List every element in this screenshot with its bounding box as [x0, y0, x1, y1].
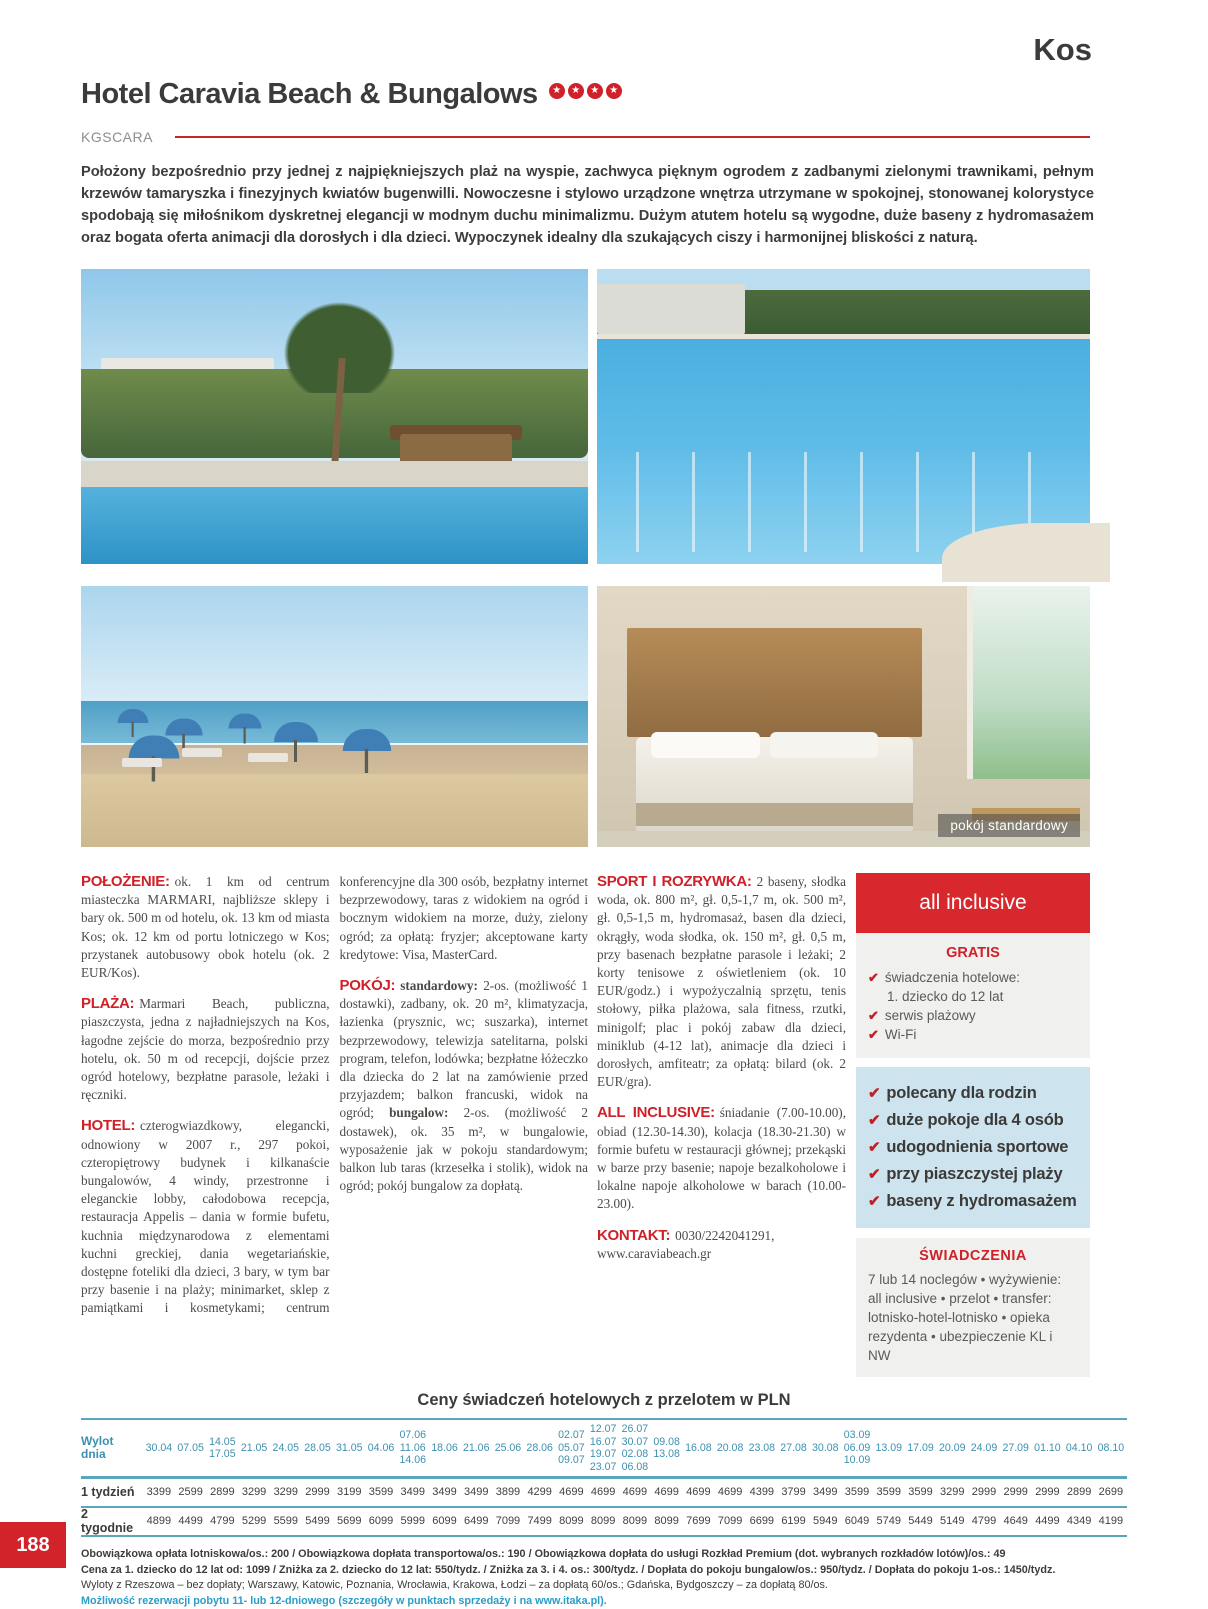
price-cell: 4399	[746, 1486, 778, 1498]
price-cell: 4699	[682, 1486, 714, 1498]
section-all-inclusive	[597, 1104, 846, 1213]
price-cell: 4499	[175, 1515, 207, 1527]
departure-date-cell: 18.06	[429, 1442, 461, 1455]
hotel-header	[81, 78, 1127, 111]
price-cell: 4349	[1063, 1515, 1095, 1527]
departure-date-cell: 09.08 13.08	[651, 1436, 683, 1461]
price-cell: 6199	[778, 1515, 810, 1527]
price-cell: 8099	[556, 1515, 588, 1527]
swiadczenia-text: 7 lub 14 noclegów • wyżywienie: all inclusive • przelot • transfer: lotnisko-hotel-lotnisko • opieka rezydenta • ubezpieczenie KL i NW	[868, 1270, 1078, 1365]
price-cell: 4699	[556, 1486, 588, 1498]
price-cell: 3299	[238, 1486, 270, 1498]
gratis-item	[868, 1006, 1078, 1025]
table-price-row-0	[81, 1479, 1127, 1506]
departure-date-cell: 13.09	[873, 1442, 905, 1455]
price-cell: 4699	[587, 1486, 619, 1498]
section-heading: HOTEL:	[81, 1117, 135, 1134]
departure-date-cell: 27.09	[1000, 1442, 1032, 1455]
checkmark-icon: ✔	[868, 1025, 879, 1044]
price-cell: 3499	[809, 1486, 841, 1498]
section-text: czterogwiazdkowy, elegancki, odnowiony w 2007 r., 297 pokoi, czteropiętrowy budynek i kilkanaście bungalowów, 4 windy, przestronne i eleganckie lobby, całodobowa recepcja, restauracja Appelis – dania w formie bufetu, kuchnia międzynarodowa z elementami kuchni greckiej, dania wegetariańskie, dostępne foteliki dla dzieci, 3 bary, w tym bar przy basenie i na plaży; minimarket, sklep z pamiątkami i kosmetykami; centrum konferencyjne dla 300 osób, bezpłatny internet bezprzewodowy, taras z widokiem na ogród i bocznym widokiem na morze, duży, zielony ogród; za opłatą: fryzjer; akceptowane karty kredytowe: Visa, MasterCard.	[81, 874, 588, 1315]
section-sport	[597, 873, 846, 1091]
feature-label: polecany dla rodzin	[886, 1080, 1036, 1107]
footer-discounts-line: Cena za 1. dziecko do 12 lat od: 1099 / Zniżka za 2. dziecko do 12 lat: 550/tydz. / Zniżka za 3. i 4. os.: 300/tydz. / Dopłata do pokoju bungalow/os.: 950/tydz. / Dopłata do pokoju 1-os.: 1450/tydz.	[81, 1563, 1156, 1579]
price-cell: 2999	[302, 1486, 334, 1498]
feature-label: baseny z hydromasażem	[886, 1188, 1076, 1215]
sand-shape	[81, 774, 588, 847]
price-cell: 3899	[492, 1486, 524, 1498]
photo-pool-garden	[81, 269, 588, 564]
price-cell: 4799	[968, 1515, 1000, 1527]
price-cell: 5749	[873, 1515, 905, 1527]
price-cell: 2599	[175, 1486, 207, 1498]
features-box	[856, 1067, 1090, 1228]
departure-date-cell: 28.06	[524, 1442, 556, 1455]
offer-sidebar	[856, 873, 1090, 1377]
checkmark-icon: ✔	[868, 1080, 880, 1107]
gratis-title: GRATIS	[868, 945, 1078, 961]
price-cell: 7099	[714, 1515, 746, 1527]
departure-date-cell: 27.08	[778, 1442, 810, 1455]
departure-date-cell: 30.04	[143, 1442, 175, 1455]
footer-fees-line: Obowiązkowa opłata lotniskowa/os.: 200 / Obowiązkowa dopłata transportowa/os.: 190 / Obowiązkowa dopłata do usługi Rozkład Premium (dot. wybranych rozkładów lotów)/os.: 49	[81, 1547, 1156, 1563]
section-pokoj	[340, 977, 589, 1195]
photo-grid	[81, 269, 1090, 847]
price-cell: 3399	[143, 1486, 175, 1498]
departure-date-cell: 03.09 06.09 10.09	[841, 1429, 873, 1467]
section-kontakt	[597, 1227, 846, 1263]
price-cell: 2999	[1000, 1486, 1032, 1498]
gratis-item-label: świadczenia hotelowe:	[885, 968, 1020, 987]
footer-booking-line: Możliwość rezerwacji pobytu 11- lub 12-dniowego (szczegóły w punktach sprzedaży i na www.itaka.pl).	[81, 1594, 1156, 1609]
section-text: 2 baseny, słodka woda, ok. 800 m², gł. 0,5-1,7 m, ok. 500 m², gł. 0,5-1,5 m, hydromasaż, basen dla dzieci, okrągły, woda słodka, ok. 150 m², gł. 0,5 m, przy basenach bezpłatne parasole i leżaki; 2 korty tenisowe z oświetleniem (ok. 10 EUR/godz.) i wypożyczalnią sprzętu, tenis stołowy, piłka plażowa, sala fitness, rzutki, minigolf; plac i pokój zabaw dla dzieci, miniklub (4-12 lat), animacje dla dzieci i dorosłych, amfiteatr; za opłatą: bilard (ok. 2 EUR/gra).	[597, 874, 846, 1089]
departure-date-cell: 01.10	[1032, 1442, 1064, 1455]
price-cell: 6099	[365, 1515, 397, 1527]
table-dates-row	[81, 1418, 1127, 1476]
room-type-standard: standardowy:	[400, 978, 478, 993]
duration-label: 1 tydzień	[81, 1485, 143, 1499]
checkmark-icon: ✔	[868, 1188, 880, 1215]
price-cell: 5699	[333, 1515, 365, 1527]
price-cell: 3499	[397, 1486, 429, 1498]
gratis-box	[856, 933, 1090, 1058]
departure-date-cell: 26.07 30.07 02.08 06.08	[619, 1423, 651, 1473]
price-cell: 2899	[1063, 1486, 1095, 1498]
room-window-shape	[967, 586, 1090, 779]
feature-item	[868, 1188, 1078, 1215]
departure-date-cell: 16.08	[682, 1442, 714, 1455]
hotel-building-shape	[597, 284, 745, 334]
departure-date-cell: 24.09	[968, 1442, 1000, 1455]
star-icon: ★	[568, 83, 584, 99]
price-cell: 3799	[778, 1486, 810, 1498]
price-cell: 7699	[682, 1515, 714, 1527]
hotel-code: KGSCARA	[81, 129, 153, 145]
gratis-item	[868, 968, 1078, 987]
sunbed-shape	[182, 748, 222, 757]
footer-departures-line: Wyloty z Rzeszowa – bez dopłaty; Warszawy, Katowic, Poznania, Wrocławia, Krakowa, Łodzi – za dopłatą 60/os.; Gdańska, Bydgoszczy – za dopłatą 80/os.	[81, 1578, 1156, 1594]
feature-label: przy piaszczystej plaży	[886, 1161, 1062, 1188]
departure-date-cell: 30.08	[809, 1442, 841, 1455]
photo-standard-room	[597, 586, 1090, 847]
sunbed-shape	[122, 758, 162, 767]
description-column-3	[597, 873, 846, 1377]
section-plaza	[81, 995, 330, 1104]
star-icon: ★	[587, 83, 603, 99]
description-columns	[81, 873, 1090, 1377]
price-cell: 4899	[143, 1515, 175, 1527]
departure-date-cell: 04.10	[1063, 1442, 1095, 1455]
section-heading: PLAŻA:	[81, 995, 134, 1012]
region-label: Kos	[1033, 32, 1092, 68]
section-heading: SPORT I ROZRYWKA:	[597, 873, 752, 890]
contact-phone: 0030/2242041291,	[675, 1228, 774, 1243]
feature-item	[868, 1080, 1078, 1107]
section-text: Marmari Beach, publiczna, piaszczysta, jedna z najładniejszych na Kos, łagodne zejście do morza, bezpośrednio przy hotelu, ok. 50 m od recepcji, dojście przez ogród hotelowy, bezpłatne parasole, leżaki i ręczniki.	[81, 996, 330, 1102]
departure-date-cell: 12.07 16.07 19.07 23.07	[587, 1423, 619, 1473]
price-cell: 6699	[746, 1515, 778, 1527]
photo-beach	[81, 586, 588, 847]
pool-water-shape	[81, 487, 588, 564]
checkmark-icon: ✔	[868, 968, 879, 987]
price-cell: 7099	[492, 1515, 524, 1527]
departure-date-cell: 02.07 05.07 09.07	[556, 1429, 588, 1467]
star-icon: ★	[549, 83, 565, 99]
star-rating	[546, 83, 622, 99]
departure-date-cell: 31.05	[333, 1442, 365, 1455]
price-cell: 5449	[905, 1515, 937, 1527]
price-cell: 4699	[619, 1486, 651, 1498]
departure-date-cell: 25.06	[492, 1442, 524, 1455]
checkmark-icon: ✔	[868, 1134, 880, 1161]
departure-date-cell: 04.06	[365, 1442, 397, 1455]
gratis-item	[868, 1025, 1078, 1044]
price-cell: 8099	[651, 1515, 683, 1527]
feature-label: udogodnienia sportowe	[886, 1134, 1068, 1161]
price-cell: 2999	[1032, 1486, 1064, 1498]
departure-date-cell: 20.09	[936, 1442, 968, 1455]
price-cell: 5949	[809, 1515, 841, 1527]
contact-website: www.caraviabeach.gr	[597, 1246, 711, 1261]
room-pillow-shape	[770, 732, 878, 758]
price-cell: 8099	[619, 1515, 651, 1527]
price-cell: 3599	[365, 1486, 397, 1498]
pool-deck-shape	[81, 461, 588, 488]
price-cell: 8099	[587, 1515, 619, 1527]
price-cell: 4699	[651, 1486, 683, 1498]
departure-date-cell: 07.06 11.06 14.06	[397, 1429, 429, 1467]
section-heading: POŁOŻENIE:	[81, 873, 170, 890]
room-pillow-shape	[651, 732, 759, 758]
star-icon: ★	[606, 83, 622, 99]
swiadczenia-title: ŚWIADCZENIA	[868, 1248, 1078, 1264]
gratis-item-subtext: 1. dziecko do 12 lat	[887, 987, 1078, 1006]
price-cell: 6049	[841, 1515, 873, 1527]
feature-label: duże pokoje dla 4 osób	[886, 1107, 1063, 1134]
checkmark-icon: ✔	[868, 1107, 880, 1134]
room-headboard-shape	[627, 628, 923, 738]
departure-date-cell: 20.08	[714, 1442, 746, 1455]
photo-main-pool	[597, 269, 1090, 564]
section-polozenie	[81, 873, 330, 982]
description-flow-columns	[81, 873, 588, 1325]
departure-date-cell: 23.08	[746, 1442, 778, 1455]
price-cell: 3599	[873, 1486, 905, 1498]
price-cell: 3499	[460, 1486, 492, 1498]
room-type-bungalow: bungalow:	[389, 1105, 448, 1120]
price-table-title: Ceny świadczeń hotelowych z przelotem w PLN	[81, 1391, 1127, 1410]
page-content	[81, 0, 1127, 1609]
feature-item	[868, 1161, 1078, 1188]
checkmark-icon: ✔	[868, 1006, 879, 1025]
feature-item	[868, 1107, 1078, 1134]
section-text: ok. 1 km od centrum miasteczka MARMARI, najbliższe sklepy i bary ok. 500 m od hotelu, ok. 13 km od miasta Kos; ok. 12 km od portu lotniczego w Kos; przystanek autobusowy obok hotelu (ok. 2 EUR/Kos).	[81, 874, 330, 980]
section-text: śniadanie (7.00-10.00), obiad (12.30-14.30), kolacja (18.30-21.30) w formie bufetu w restauracji głównej; przekąski w barze przy basenie; napoje bezalkoholowe i lokalne napoje alkoholowe w barach (10.00-23.00).	[597, 1105, 846, 1211]
price-cell: 5599	[270, 1515, 302, 1527]
section-text: 2-os. (możliwość 1 dostawki), zadbany, ok. 20 m², klimatyzacja, łazienka (prysznic, wc; suszarka), internet bezprzewodowy, telewizja satelitarna, polski program, telefon, lodówka; bezpłatne łóżeczko dla dziecka do 2 lat na zamówienie przed przyjazdem; balkon francuski, widok na ogród;	[340, 978, 589, 1120]
departure-date-cell: 21.05	[238, 1442, 270, 1455]
departure-date-cell: 08.10	[1095, 1442, 1127, 1455]
departure-date-cell: 21.06	[460, 1442, 492, 1455]
sunbed-shape	[248, 753, 288, 762]
gratis-item-label: Wi-Fi	[885, 1025, 916, 1044]
price-cell: 5499	[302, 1515, 334, 1527]
section-heading: KONTAKT:	[597, 1227, 670, 1244]
all-inclusive-badge: all inclusive	[856, 873, 1090, 933]
section-heading: POKÓJ:	[340, 977, 396, 994]
price-cell: 4799	[206, 1515, 238, 1527]
price-cell: 6499	[460, 1515, 492, 1527]
departure-day-header-line: dnia	[81, 1448, 143, 1461]
price-cell: 2699	[1095, 1486, 1127, 1498]
price-cell: 5299	[238, 1515, 270, 1527]
section-heading: ALL INCLUSIVE:	[597, 1104, 715, 1121]
section-text: 2-os. (możliwość 2 dostawek), ok. 35 m², w bungalowie, wyposażenie jak w pokoju standardowym; balkon lub taras (krzesełka i stolik), widok na ogród; pokój bungalow za dopłatą.	[340, 1105, 589, 1193]
departure-day-header-line: Wylot	[81, 1435, 143, 1448]
price-cell: 2899	[206, 1486, 238, 1498]
price-cell: 5999	[397, 1515, 429, 1527]
page-number: 188	[0, 1522, 66, 1568]
price-cell: 3299	[936, 1486, 968, 1498]
hotel-code-row	[81, 129, 1090, 145]
price-table	[81, 1391, 1127, 1537]
price-cell: 3199	[333, 1486, 365, 1498]
gratis-item-label: serwis plażowy	[885, 1006, 976, 1025]
price-cell: 4649	[1000, 1515, 1032, 1527]
price-cell: 3599	[905, 1486, 937, 1498]
checkmark-icon: ✔	[868, 1161, 880, 1188]
duration-label: 2 tygodnie	[81, 1507, 143, 1535]
photo-caption: pokój standardowy	[938, 814, 1080, 837]
price-cell: 4199	[1095, 1515, 1127, 1527]
feature-item	[868, 1134, 1078, 1161]
departure-day-header	[81, 1435, 143, 1461]
departure-date-cell: 28.05	[302, 1442, 334, 1455]
price-cell: 5149	[936, 1515, 968, 1527]
price-cell: 6099	[429, 1515, 461, 1527]
departure-date-cell: 17.09	[905, 1442, 937, 1455]
departure-date-cell: 07.05	[175, 1442, 207, 1455]
price-cell: 4299	[524, 1486, 556, 1498]
table-rule	[81, 1535, 1127, 1538]
departure-date-cell: 14.05 17.05	[206, 1436, 238, 1461]
price-cell: 3599	[841, 1486, 873, 1498]
price-cell: 7499	[524, 1515, 556, 1527]
table-price-row-1	[81, 1508, 1127, 1535]
red-divider	[175, 136, 1090, 138]
pool-edge-shape	[597, 334, 1090, 339]
departure-date-cell: 24.05	[270, 1442, 302, 1455]
price-cell: 2999	[968, 1486, 1000, 1498]
price-cell: 3299	[270, 1486, 302, 1498]
room-bed-runner-shape	[636, 803, 912, 826]
footer-notes	[81, 1547, 1156, 1609]
swiadczenia-box	[856, 1238, 1090, 1377]
hotel-title: Hotel Caravia Beach & Bungalows	[81, 78, 538, 111]
price-cell: 4699	[714, 1486, 746, 1498]
price-cell: 3499	[429, 1486, 461, 1498]
intro-paragraph: Położony bezpośrednio przy jednej z najpiękniejszych plaż na wyspie, zachwyca pięknym ogrodem z zadbanymi zielonymi trawnikami, pełnym krzewów tamaryszka i finezyjnych kwiatów bugenwilli. Nowoczesne i stylowo urządzone wnętrza utrzymane w spokojnej, stonowanej kolorystyce spodobają się miłośnikom dyskretnej elegancji w modnym duchu minimalizmu. Dużym atutem hotelu są wygodne, duże baseny z hydromasażem oraz bogata oferta animacji dla dorosłych i dla dzieci. Wypoczynek idealny dla szukających ciszy i harmonijnej bliskości z naturą.	[81, 161, 1094, 249]
price-cell: 4499	[1032, 1515, 1064, 1527]
